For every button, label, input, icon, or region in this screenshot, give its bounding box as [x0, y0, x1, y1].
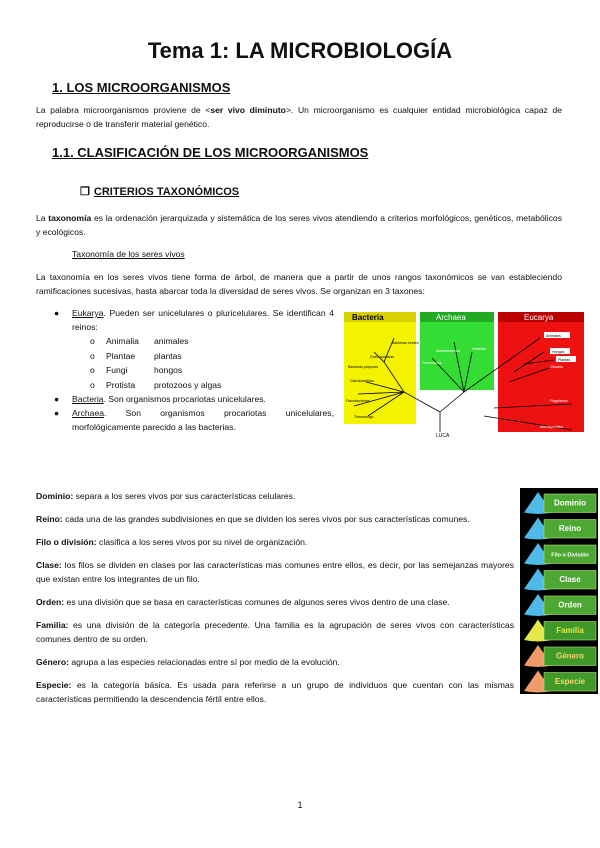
bullet-text: . Son organismos procariotas unicelulares.	[103, 394, 266, 404]
definition-item	[36, 535, 514, 549]
page-number: 1	[297, 800, 303, 810]
checkbox-icon: ❐	[80, 186, 90, 198]
taxonomy-term: taxonomía	[48, 213, 92, 223]
tree-label: Cianobacterias	[350, 379, 374, 383]
definition-item	[36, 558, 514, 586]
tree-label: Ciliados	[550, 365, 563, 369]
bullet-icon: ●	[54, 408, 60, 418]
definition-term: Especie:	[36, 680, 72, 690]
intro-text-bold: ser vivo diminuto	[210, 105, 286, 115]
taxonomy-paragraph	[36, 211, 562, 239]
definition-term: Dominio:	[36, 491, 74, 501]
tree-label: Flagelados	[550, 399, 568, 403]
tree-label: Plantas	[558, 358, 570, 362]
definitions-list	[36, 489, 514, 706]
definition-text: separa a los seres vivos por sus características celulares.	[73, 491, 296, 501]
definition-text: cada una de las grandes subdivisiones en que se dividen los seres vivos por sus características comunes.	[62, 514, 470, 524]
circle-bullet-icon: o	[90, 336, 95, 346]
circle-bullet-icon: o	[90, 350, 95, 361]
domain-label-eucarya: Eucarya	[524, 313, 554, 322]
kingdom-common: protozoos y algas	[154, 379, 222, 390]
domain-label-bacteria: Bacteria	[352, 313, 384, 322]
pyramid-level-label: Orden	[558, 600, 582, 610]
definition-term: Clase:	[36, 560, 62, 570]
definition-text: agrupa a las especies relacionadas entre sí por medio de la evolución.	[68, 657, 340, 667]
definition-text: es la categoría básica. Es usada para referirse a un grupo de individuos que cuentan con las mismas características permitiendo la descendencia fértil entre ellos.	[36, 680, 514, 704]
tree-label: Microsporidios	[540, 425, 564, 429]
taxonomy-pyramid	[520, 488, 598, 694]
pyramid-level-label: Especie	[554, 676, 586, 686]
kingdom-list	[52, 334, 334, 392]
intro-text-pre: La palabra microorganismos proviene de <	[36, 105, 211, 115]
tree-label: Hongos	[552, 350, 565, 354]
bullet-text: . Pueden ser unicelulares o pluricelulares. Se identifican 4 reinos:	[72, 308, 334, 332]
kingdom-common: animales	[154, 336, 189, 346]
circle-bullet-icon: o	[90, 365, 95, 375]
definition-term: Reino:	[36, 514, 63, 524]
kingdom-item	[90, 378, 334, 393]
bullet-icon: ●	[54, 308, 60, 318]
page-title: Tema 1: LA MICROBIOLOGÍA	[147, 38, 453, 63]
pyramid-level-label: Dominio	[554, 498, 586, 508]
kingdom-name: Plantae	[106, 350, 136, 361]
tree-paragraph: La taxonomía en los seres vivos tiene forma de árbol, de manera que a partir de unos rangos taxonómicos se van estableciendo ramificaciones sucesivas, hasta abarcar toda la diversidad de seres vivos. Se organizan en 3 taxones:	[36, 272, 562, 296]
definition-term: Género:	[36, 657, 69, 667]
tree-label: Gram positivas	[370, 355, 394, 359]
definition-item	[36, 489, 514, 503]
phylogenetic-tree-figure	[344, 312, 584, 440]
intro-text-post: >. Un microorganismo es cualquier entidad microbiológica capaz de reproducirse o de transferir material genético.	[36, 105, 562, 129]
bullet-icon: ●	[54, 394, 60, 404]
circle-bullet-icon: o	[90, 379, 95, 390]
tree-label: Thermotoga	[354, 415, 374, 419]
subheading-criterios	[80, 185, 239, 198]
definition-item	[36, 512, 514, 526]
taxonomy-text-post: es la ordenación jerarquizada y sistemática de los seres vivos atendiendo a criterios morfológicos, genéticos, metabólicos y ecológicos.	[36, 213, 562, 237]
kingdom-common: plantas	[154, 350, 182, 361]
bullet-list	[52, 306, 334, 434]
definition-term: Familia:	[36, 620, 69, 630]
pyramid-level-label: Clase	[559, 574, 581, 584]
kingdom-item	[90, 334, 334, 349]
definition-item	[36, 678, 514, 706]
tree-label: Flavobacterias	[346, 399, 370, 403]
subheading-text: CRITERIOS TAXONÓMICOS	[93, 186, 240, 198]
kingdom-common: hongos	[154, 365, 183, 375]
pyramid-level-label: Filo o División	[551, 552, 589, 559]
definition-term: Filo o división:	[36, 537, 97, 547]
section-heading-microorganismos: 1. LOS MICROORGANISMOS	[52, 80, 231, 95]
kingdom-item	[90, 363, 334, 378]
taxonomy-text-pre: La	[36, 213, 49, 223]
bullet-term: Eukarya	[72, 308, 104, 318]
definition-item	[36, 655, 514, 669]
bullet-term: Bacteria	[72, 394, 104, 404]
tree-label: Bacterias verdes	[392, 341, 419, 345]
definition-term: Orden:	[36, 597, 65, 607]
kingdom-name: Animalia	[106, 336, 139, 346]
eucarya-region	[498, 312, 584, 432]
definition-text: los filos se dividen en clases por las características mas comunes entre ellos, es decir, por las semejanzas mayores que existan entre los integrantes de un filo.	[36, 560, 514, 584]
bullet-term: Archaea	[72, 408, 105, 418]
domain-label-archaea: Archaea	[436, 313, 466, 322]
tree-root-label: LUCA	[436, 433, 450, 439]
definition-item	[36, 618, 514, 646]
tree-label: Animales	[546, 334, 561, 338]
tree-label: Halófilas	[472, 347, 486, 351]
pyramid-level-label: Familia	[556, 625, 584, 635]
list-item	[52, 406, 334, 434]
pyramid-level-label: Reino	[558, 523, 582, 533]
definition-text: clasifica a los seres vivos por su nivel de organización.	[96, 537, 308, 547]
subsub-heading: Taxonomía de los seres vivos	[72, 249, 185, 259]
kingdom-name: Fungi	[106, 365, 128, 375]
list-item	[52, 392, 334, 406]
definition-text: es una división de la categoría precedente. Una familia es la agrupación de seres vivos con características comunes dentro de su orden.	[36, 620, 514, 644]
kingdom-item	[90, 349, 334, 364]
list-item	[52, 306, 334, 334]
pyramid-level-label: Género	[555, 651, 585, 661]
definition-text: es una división que se basa en características comunes de algunos seres vivos dentro de una clase.	[64, 597, 450, 607]
intro-paragraph	[36, 103, 562, 131]
bullet-text: . Son organismos procariotas unicelulares, morfológicamente parecido a las bacterias.	[72, 408, 334, 432]
tree-label: Bacterias púrpuras	[348, 365, 379, 369]
kingdom-name: Protista	[106, 379, 136, 390]
definition-item	[36, 595, 514, 609]
tree-label: Termococos	[422, 361, 442, 365]
tree-label: Metanosarcina	[436, 349, 460, 353]
section-heading-clasificacion: 1.1. CLASIFICACIÓN DE LOS MICROORGANISMOS	[52, 145, 369, 160]
